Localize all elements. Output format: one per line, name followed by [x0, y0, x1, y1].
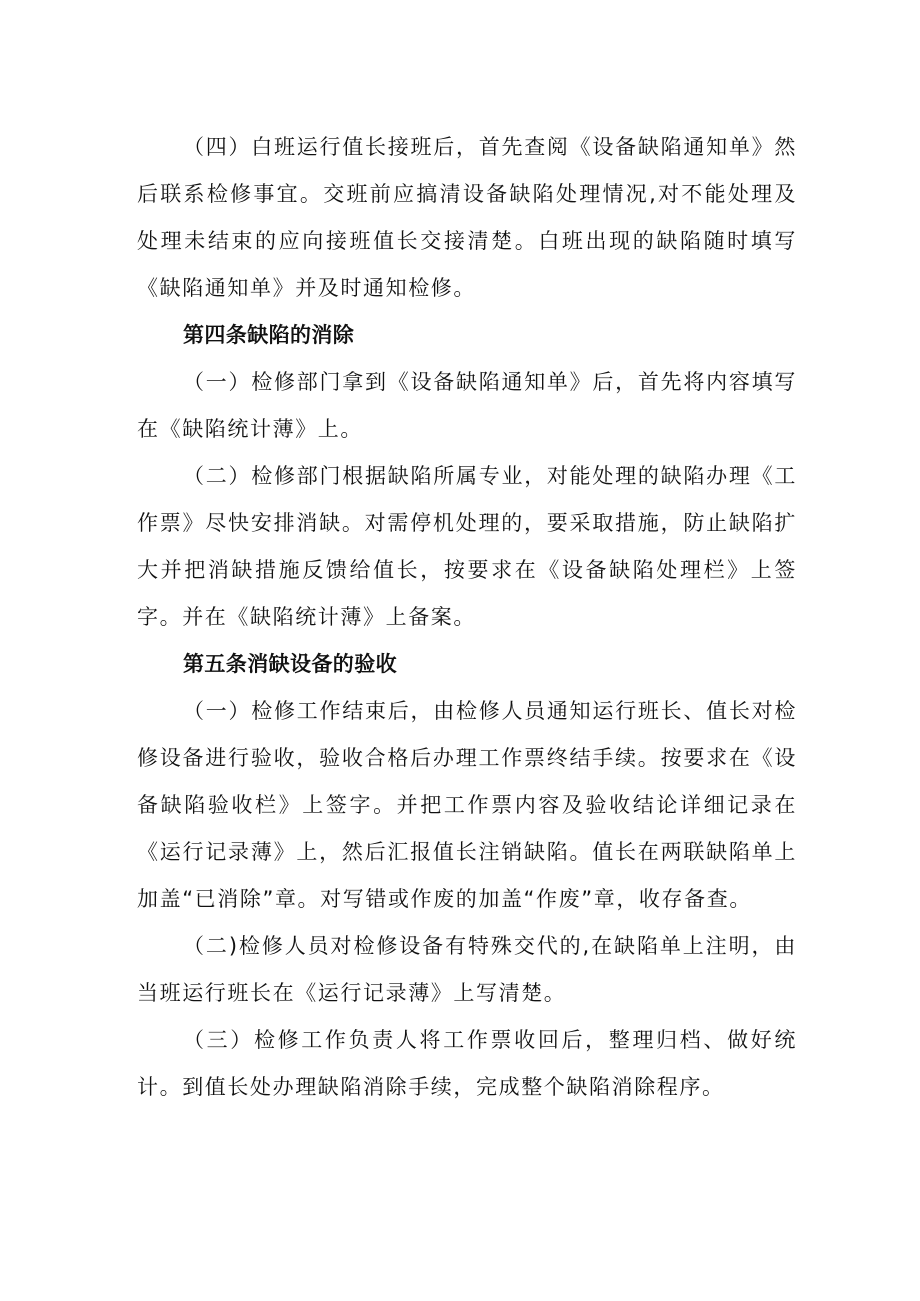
heading-article-4-defect-elimination: 第四条缺陷的消除 — [183, 323, 355, 347]
paragraph-3-archive-and-close: （三）检修工作负责人将工作票收回后，整理归档、做好统计。到值长处办理缺陷消除手续，完成整个缺陷消除程序。 — [137, 1028, 797, 1099]
paragraph-2-arrange-repair: （二）检修部门根据缺陷所属专业，对能处理的缺陷办理《工作票》尽快安排消缺。对需停机处理的，要采取措施，防止缺陷扩大并把消缺措施反馈给值长，按要求在《设备缺陷处理栏》上签字。并在《缺陷统计薄》上备案。 — [137, 464, 797, 629]
document-body — [137, 124, 797, 1111]
paragraph-2-special-instructions: （二)检修人员对检修设备有特殊交代的,在缺陷单上注明，由当班运行班长在《运行记录薄》上写清楚。 — [137, 934, 797, 1005]
heading-article-5-acceptance: 第五条消缺设备的验收 — [183, 652, 397, 676]
paragraph-1-record-defect: （一）检修部门拿到《设备缺陷通知单》后，首先将内容填写在《缺陷统计薄》上。 — [137, 370, 797, 441]
paragraph-4-day-shift-handover: （四）白班运行值长接班后，首先查阅《设备缺陷通知单》然后联系检修事宜。交班前应搞清设备缺陷处理情况,对不能处理及处理未结束的应向接班值长交接清楚。白班出现的缺陷随时填写《缺陷通知单》并及时通知检修。 — [137, 135, 797, 300]
paragraph-1-acceptance-procedure: （一）检修工作结束后，由检修人员通知运行班长、值长对检修设备进行验收，验收合格后办理工作票终结手续。按要求在《设备缺陷验收栏》上签字。并把工作票内容及验收结论详细记录在《运行记录薄》上，然后汇报值长注销缺陷。值长在两联缺陷单上加盖“已消除”章。对写错或作废的加盖“作废”章，收存备查。 — [137, 699, 797, 911]
